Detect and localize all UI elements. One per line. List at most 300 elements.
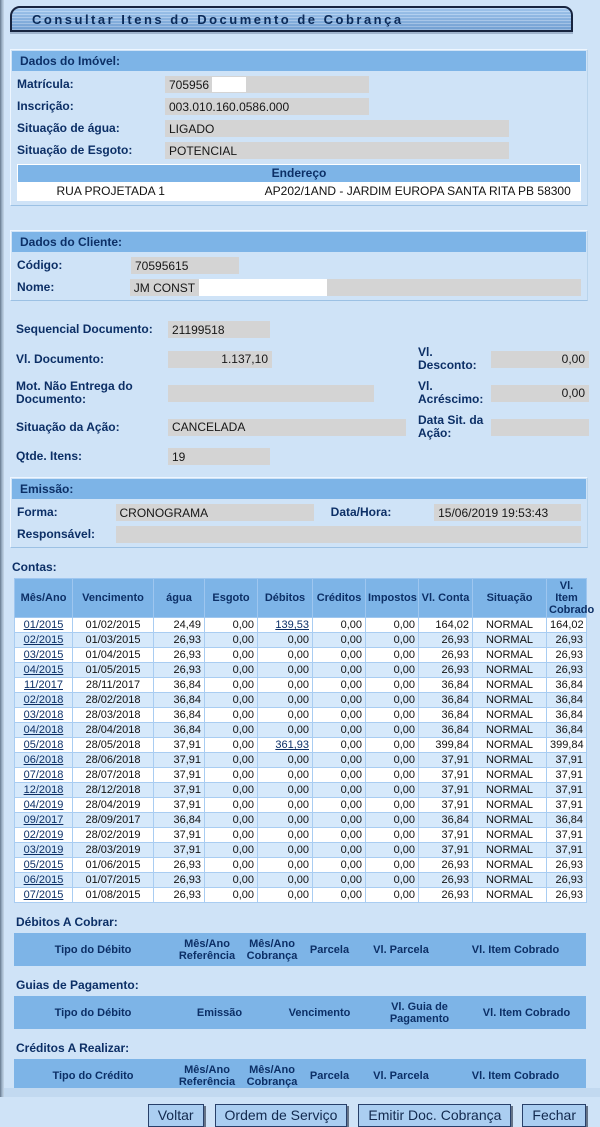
conta-cell: NORMAL — [473, 708, 547, 723]
conta-cell: 0,00 — [366, 753, 419, 768]
conta-cell: 01/06/2015 — [73, 858, 154, 873]
conta-cell: 0,00 — [205, 768, 258, 783]
conta-cell: 26,93 — [547, 873, 587, 888]
situacao-agua-field: LIGADO — [165, 120, 509, 137]
conta-cell — [15, 618, 73, 633]
conta-cell: 0,00 — [313, 888, 366, 903]
conta-cell: NORMAL — [473, 648, 547, 663]
conta-cell: 399,84 — [419, 738, 473, 753]
conta-cell: 26,93 — [547, 858, 587, 873]
data-sit-acao-label: Data Sit. da Ação: — [418, 413, 484, 440]
debitos-a-cobrar-label: Débitos A Cobrar: — [16, 915, 118, 929]
conta-cell: 0,00 — [313, 678, 366, 693]
conta-cell: 0,00 — [366, 663, 419, 678]
sequencial-field: 21199518 — [168, 321, 270, 338]
nome-label: Nome: — [17, 280, 55, 294]
contas-column-header: Mês/Ano — [15, 579, 73, 618]
conta-cell: 37,91 — [547, 783, 587, 798]
conta-cell: 0,00 — [313, 828, 366, 843]
conta-row — [15, 768, 587, 783]
conta-cell: 0,00 — [366, 888, 419, 903]
conta-cell: 0,00 — [205, 618, 258, 633]
conta-cell: 0,00 — [313, 768, 366, 783]
conta-cell: 0,00 — [313, 663, 366, 678]
conta-cell: 0,00 — [205, 813, 258, 828]
situacao-esgoto-label: Situação de Esgoto: — [17, 143, 133, 157]
conta-cell: 0,00 — [258, 753, 313, 768]
conta-cell: 28/04/2019 — [73, 798, 154, 813]
conta-cell: 0,00 — [205, 648, 258, 663]
conta-cell: 36,84 — [419, 708, 473, 723]
conta-mes-ano-link[interactable]: 02/2019 — [23, 829, 64, 841]
conta-cell: 0,00 — [258, 708, 313, 723]
debitos-bar — [14, 933, 586, 966]
column-header: Tipo do Débito — [54, 1006, 132, 1019]
vl-acrescimo-label: Vl. Acréscimo: — [418, 379, 484, 406]
conta-cell: 28/02/2019 — [73, 828, 154, 843]
conta-cell — [15, 708, 73, 723]
ordem-de-servico-button[interactable]: Ordem de Serviço — [215, 1104, 348, 1127]
qtde-itens-label: Qtde. Itens: — [16, 449, 83, 463]
window-left-frame — [0, 0, 4, 1097]
conta-cell: 0,00 — [366, 648, 419, 663]
conta-cell — [15, 888, 73, 903]
conta-cell: 0,00 — [205, 873, 258, 888]
conta-cell: 0,00 — [205, 678, 258, 693]
conta-row — [15, 753, 587, 768]
endereco-complemento: AP202/1AND - JARDIM EUROPA SANTA RITA PB 58300 — [264, 184, 571, 198]
conta-cell: NORMAL — [473, 693, 547, 708]
guias-bar — [14, 996, 586, 1029]
conta-cell: 0,00 — [313, 843, 366, 858]
conta-cell: 26,93 — [419, 873, 473, 888]
conta-cell: 0,00 — [366, 618, 419, 633]
conta-cell — [15, 633, 73, 648]
column-header: Vl. Item Cobrado — [471, 1069, 560, 1082]
mot-nao-entrega-field — [168, 385, 374, 402]
conta-cell: 164,02 — [547, 618, 587, 633]
column-header: Parcela — [309, 943, 350, 956]
conta-cell: 28/09/2017 — [73, 813, 154, 828]
conta-row — [15, 738, 587, 753]
contas-column-header: Débitos — [258, 579, 313, 618]
conta-mes-ano-link[interactable]: 03/2015 — [23, 649, 64, 661]
endereco-header: Endereço — [18, 165, 580, 182]
conta-cell: 37,91 — [547, 828, 587, 843]
conta-mes-ano-link[interactable]: 01/2015 — [23, 619, 64, 631]
conta-cell: NORMAL — [473, 798, 547, 813]
conta-cell: 37,91 — [419, 783, 473, 798]
endereco-logradouro: RUA PROJETADA 1 — [56, 184, 165, 198]
page-title: Consultar Itens do Documento de Cobrança — [32, 11, 404, 27]
vl-documento-label: Vl. Documento: — [16, 351, 105, 366]
data-sit-acao-field — [491, 419, 589, 436]
qtde-itens-field: 19 — [168, 448, 270, 465]
conta-cell — [15, 873, 73, 888]
conta-cell: 0,00 — [205, 663, 258, 678]
conta-cell: 36,84 — [154, 678, 205, 693]
conta-cell: 0,00 — [258, 828, 313, 843]
conta-cell: 24,49 — [154, 618, 205, 633]
contas-column-header: água — [154, 579, 205, 618]
conta-cell: 28/06/2018 — [73, 753, 154, 768]
conta-debitos-link[interactable]: 361,93 — [275, 739, 309, 751]
conta-cell: 26,93 — [154, 663, 205, 678]
conta-cell: 26,93 — [154, 888, 205, 903]
conta-cell: 0,00 — [366, 828, 419, 843]
imovel-section-header: Dados do Imóvel: — [12, 51, 586, 71]
matricula-field — [165, 76, 369, 93]
endereco-table — [17, 164, 581, 201]
conta-row — [15, 783, 587, 798]
conta-cell: 0,00 — [258, 633, 313, 648]
conta-mes-ano-link[interactable]: 02/2018 — [23, 694, 64, 706]
conta-cell: NORMAL — [473, 768, 547, 783]
matricula-value: 705956 — [169, 77, 210, 92]
conta-cell: 0,00 — [258, 858, 313, 873]
matricula-label: Matrícula: — [17, 77, 74, 91]
conta-cell: 164,02 — [419, 618, 473, 633]
conta-mes-ano-link[interactable]: 07/2015 — [23, 889, 64, 901]
conta-mes-ano-link[interactable]: 12/2018 — [23, 784, 64, 796]
conta-cell: 37,91 — [154, 798, 205, 813]
conta-cell: 36,84 — [547, 723, 587, 738]
codigo-field: 70595615 — [131, 257, 239, 274]
conta-cell — [15, 783, 73, 798]
conta-cell: 0,00 — [258, 843, 313, 858]
endereco-row — [18, 182, 580, 200]
conta-row — [15, 888, 587, 903]
conta-cell: 37,91 — [547, 843, 587, 858]
conta-cell: 0,00 — [366, 798, 419, 813]
codigo-label: Código: — [17, 258, 63, 272]
cliente-section-header: Dados do Cliente: — [12, 232, 586, 252]
nome-value: JM CONST — [133, 280, 196, 295]
conta-cell: 36,84 — [547, 708, 587, 723]
conta-cell: 37,91 — [154, 828, 205, 843]
conta-cell: 01/07/2015 — [73, 873, 154, 888]
conta-cell: 0,00 — [313, 873, 366, 888]
conta-mes-ano-link[interactable]: 03/2018 — [23, 709, 64, 721]
conta-cell: 0,00 — [205, 843, 258, 858]
conta-cell: 36,84 — [419, 813, 473, 828]
conta-cell: 0,00 — [366, 693, 419, 708]
conta-cell: 0,00 — [205, 858, 258, 873]
conta-cell: 0,00 — [205, 738, 258, 753]
conta-mes-ano-link[interactable]: 03/2019 — [23, 844, 64, 856]
conta-cell: NORMAL — [473, 783, 547, 798]
conta-row — [15, 648, 587, 663]
conta-cell: 37,91 — [419, 828, 473, 843]
fechar-button[interactable]: Fechar — [522, 1104, 586, 1127]
responsavel-label: Responsável: — [17, 527, 96, 541]
conta-cell: 37,91 — [419, 768, 473, 783]
conta-cell: 0,00 — [313, 783, 366, 798]
conta-cell: 26,93 — [547, 648, 587, 663]
conta-mes-ano-link[interactable]: 06/2018 — [23, 754, 64, 766]
conta-row — [15, 843, 587, 858]
conta-mes-ano-link[interactable]: 09/2017 — [23, 814, 64, 826]
conta-cell — [15, 648, 73, 663]
conta-cell: 36,84 — [154, 813, 205, 828]
conta-cell: 26,93 — [547, 663, 587, 678]
conta-row — [15, 723, 587, 738]
conta-cell: NORMAL — [473, 663, 547, 678]
conta-cell — [15, 768, 73, 783]
vl-documento-field: 1.137,10 — [168, 351, 272, 368]
conta-cell: 0,00 — [313, 708, 366, 723]
conta-cell: 0,00 — [366, 768, 419, 783]
conta-row — [15, 678, 587, 693]
conta-cell: 0,00 — [258, 648, 313, 663]
conta-cell: 28/02/2018 — [73, 693, 154, 708]
conta-cell: 26,93 — [419, 633, 473, 648]
conta-cell: 0,00 — [313, 618, 366, 633]
contas-column-header: Vl. Conta — [419, 579, 473, 618]
contas-column-header: Vl. Item Cobrado — [547, 579, 587, 618]
conta-cell: 01/05/2015 — [73, 663, 154, 678]
conta-cell: 28/04/2018 — [73, 723, 154, 738]
conta-mes-ano-link[interactable]: 07/2018 — [23, 769, 64, 781]
conta-cell: 0,00 — [313, 723, 366, 738]
creditos-a-realizar-label: Créditos A Realizar: — [16, 1041, 130, 1055]
conta-cell: 37,91 — [547, 753, 587, 768]
conta-cell — [258, 618, 313, 633]
forma-field: CRONOGRAMA — [116, 504, 314, 521]
conta-mes-ano-link[interactable]: 04/2018 — [23, 724, 64, 736]
imovel-group — [10, 49, 588, 206]
column-header: Vl. Item Cobrado — [471, 943, 560, 956]
conta-cell: NORMAL — [473, 753, 547, 768]
conta-row — [15, 708, 587, 723]
data-hora-field: 15/06/2019 19:53:43 — [434, 504, 581, 521]
conta-row — [15, 828, 587, 843]
data-hora-label: Data/Hora: — [330, 505, 392, 519]
conta-cell: 0,00 — [258, 813, 313, 828]
conta-cell — [15, 723, 73, 738]
responsavel-field — [116, 526, 581, 543]
conta-cell: 26,93 — [154, 858, 205, 873]
column-header: Vencimento — [288, 1006, 351, 1019]
conta-cell: 0,00 — [258, 798, 313, 813]
conta-cell: 0,00 — [366, 843, 419, 858]
conta-row — [15, 813, 587, 828]
conta-cell: 0,00 — [313, 813, 366, 828]
conta-cell: 0,00 — [258, 873, 313, 888]
column-header: Vl. Parcela — [373, 943, 429, 956]
conta-row — [15, 693, 587, 708]
conta-cell — [15, 843, 73, 858]
conta-cell: 399,84 — [547, 738, 587, 753]
conta-cell: 0,00 — [205, 783, 258, 798]
page-bottom-strip — [4, 1088, 600, 1097]
conta-cell: NORMAL — [473, 888, 547, 903]
conta-cell: 0,00 — [366, 678, 419, 693]
conta-cell: 0,00 — [366, 858, 419, 873]
conta-mes-ano-link[interactable]: 05/2015 — [23, 859, 64, 871]
conta-cell: 36,84 — [154, 723, 205, 738]
conta-cell: 26,93 — [419, 648, 473, 663]
guias-pagamento-label: Guias de Pagamento: — [16, 978, 139, 992]
nome-input[interactable] — [199, 279, 327, 296]
conta-cell: 0,00 — [366, 738, 419, 753]
conta-cell: 0,00 — [258, 663, 313, 678]
conta-cell: 28/03/2019 — [73, 843, 154, 858]
conta-cell: 36,84 — [419, 723, 473, 738]
conta-cell: 0,00 — [313, 858, 366, 873]
conta-cell — [15, 813, 73, 828]
title-bar — [10, 6, 573, 32]
conta-cell: NORMAL — [473, 738, 547, 753]
conta-cell — [15, 753, 73, 768]
conta-cell: 37,91 — [419, 753, 473, 768]
conta-cell: 0,00 — [258, 888, 313, 903]
conta-cell: 37,91 — [154, 738, 205, 753]
conta-cell: 26,93 — [154, 633, 205, 648]
contas-column-header: Esgoto — [205, 579, 258, 618]
conta-cell: 37,91 — [419, 798, 473, 813]
column-header: Tipo do Débito — [54, 943, 132, 956]
conta-cell: 26,93 — [547, 888, 587, 903]
conta-cell: 28/03/2018 — [73, 708, 154, 723]
conta-cell: 26,93 — [419, 858, 473, 873]
vl-desconto-label: Vl. Desconto: — [418, 345, 477, 372]
conta-cell: 0,00 — [258, 783, 313, 798]
conta-row — [15, 633, 587, 648]
voltar-button[interactable]: Voltar — [148, 1104, 204, 1127]
endereco-input[interactable] — [203, 184, 255, 198]
conta-cell: 0,00 — [205, 888, 258, 903]
conta-cell: 0,00 — [366, 708, 419, 723]
conta-cell: NORMAL — [473, 678, 547, 693]
conta-cell — [15, 858, 73, 873]
conta-cell: 01/04/2015 — [73, 648, 154, 663]
conta-cell: 26,93 — [154, 648, 205, 663]
conta-cell: 26,93 — [154, 873, 205, 888]
conta-cell: 0,00 — [205, 633, 258, 648]
cliente-group — [10, 230, 588, 301]
conta-cell: 0,00 — [366, 813, 419, 828]
situacao-agua-label: Situação de água: — [17, 121, 120, 135]
conta-mes-ano-link[interactable]: 04/2019 — [23, 799, 64, 811]
emitir-doc-cobranca-button[interactable]: Emitir Doc. Cobrança — [358, 1104, 511, 1127]
conta-cell: 36,84 — [547, 693, 587, 708]
conta-cell: NORMAL — [473, 873, 547, 888]
conta-cell: 36,84 — [419, 678, 473, 693]
column-header: Vl. Item Cobrado — [482, 1006, 571, 1019]
conta-cell: 28/11/2017 — [73, 678, 154, 693]
conta-cell: 37,91 — [419, 843, 473, 858]
inscricao-field: 003.010.160.0586.000 — [165, 98, 369, 115]
conta-cell: 26,93 — [419, 663, 473, 678]
conta-cell: 0,00 — [205, 828, 258, 843]
sequencial-label: Sequencial Documento: — [16, 322, 153, 336]
conta-cell: 36,84 — [154, 708, 205, 723]
conta-mes-ano-link[interactable]: 11/2017 — [24, 679, 63, 691]
conta-debitos-link[interactable]: 139,53 — [275, 619, 309, 631]
conta-cell: 0,00 — [205, 753, 258, 768]
conta-row — [15, 873, 587, 888]
conta-cell: 36,84 — [419, 693, 473, 708]
conta-cell: 28/05/2018 — [73, 738, 154, 753]
conta-mes-ano-link[interactable]: 02/2015 — [23, 634, 64, 646]
vl-acrescimo-field: 0,00 — [491, 385, 589, 402]
conta-cell: 0,00 — [366, 783, 419, 798]
inscricao-label: Inscrição: — [17, 99, 74, 113]
conta-cell: NORMAL — [473, 618, 547, 633]
forma-label: Forma: — [17, 505, 58, 519]
conta-cell: 0,00 — [205, 798, 258, 813]
button-row — [10, 1104, 586, 1127]
conta-cell: 0,00 — [205, 693, 258, 708]
column-header: Mês/Ano Referência — [178, 937, 236, 962]
column-header: Vl. Parcela — [373, 1069, 429, 1082]
documento-fields — [10, 321, 600, 465]
conta-cell: 0,00 — [258, 768, 313, 783]
conta-cell: 0,00 — [205, 723, 258, 738]
contas-column-header: Vencimento — [73, 579, 154, 618]
conta-cell: 01/08/2015 — [73, 888, 154, 903]
conta-cell: 0,00 — [313, 633, 366, 648]
contas-column-header: Situação — [473, 579, 547, 618]
contas-column-header: Impostos — [366, 579, 419, 618]
conta-row — [15, 798, 587, 813]
mot-nao-entrega-label: Mot. Não Entrega do Documento: — [16, 379, 133, 406]
conta-cell: 0,00 — [313, 648, 366, 663]
column-header: Mês/Ano Cobrança — [246, 1063, 298, 1088]
nome-field — [130, 279, 581, 296]
conta-cell: 01/02/2015 — [73, 618, 154, 633]
conta-mes-ano-link[interactable]: 04/2015 — [23, 664, 64, 676]
conta-cell: 37,91 — [547, 768, 587, 783]
contas-column-header: Créditos — [313, 579, 366, 618]
conta-mes-ano-link[interactable]: 06/2015 — [23, 874, 64, 886]
column-header: Emissão — [196, 1006, 243, 1019]
conta-cell — [15, 738, 73, 753]
conta-cell: 37,91 — [154, 843, 205, 858]
conta-cell: 36,84 — [547, 678, 587, 693]
column-header: Mês/Ano Referência — [178, 1063, 236, 1088]
conta-cell — [15, 828, 73, 843]
emissao-group — [10, 477, 588, 548]
conta-row — [15, 618, 587, 633]
matricula-input[interactable] — [212, 77, 246, 92]
conta-row — [15, 663, 587, 678]
conta-cell: NORMAL — [473, 843, 547, 858]
conta-cell: NORMAL — [473, 813, 547, 828]
column-header: Mês/Ano Cobrança — [246, 937, 298, 962]
conta-cell: NORMAL — [473, 828, 547, 843]
conta-row — [15, 858, 587, 873]
column-header: Tipo do Crédito — [52, 1069, 134, 1082]
conta-cell: NORMAL — [473, 633, 547, 648]
conta-cell: 0,00 — [313, 753, 366, 768]
conta-cell: 26,93 — [547, 633, 587, 648]
conta-cell — [258, 738, 313, 753]
column-header: Parcela — [309, 1069, 350, 1082]
situacao-acao-label: Situação da Ação: — [16, 419, 120, 434]
conta-cell: 0,00 — [366, 633, 419, 648]
conta-cell: 26,93 — [419, 888, 473, 903]
conta-mes-ano-link[interactable]: 05/2018 — [23, 739, 64, 751]
conta-cell: 0,00 — [313, 738, 366, 753]
conta-cell: 0,00 — [313, 798, 366, 813]
situacao-esgoto-field: POTENCIAL — [165, 142, 509, 159]
conta-cell: 36,84 — [154, 693, 205, 708]
conta-cell: 37,91 — [154, 783, 205, 798]
conta-cell: 0,00 — [366, 873, 419, 888]
conta-cell: 28/07/2018 — [73, 768, 154, 783]
